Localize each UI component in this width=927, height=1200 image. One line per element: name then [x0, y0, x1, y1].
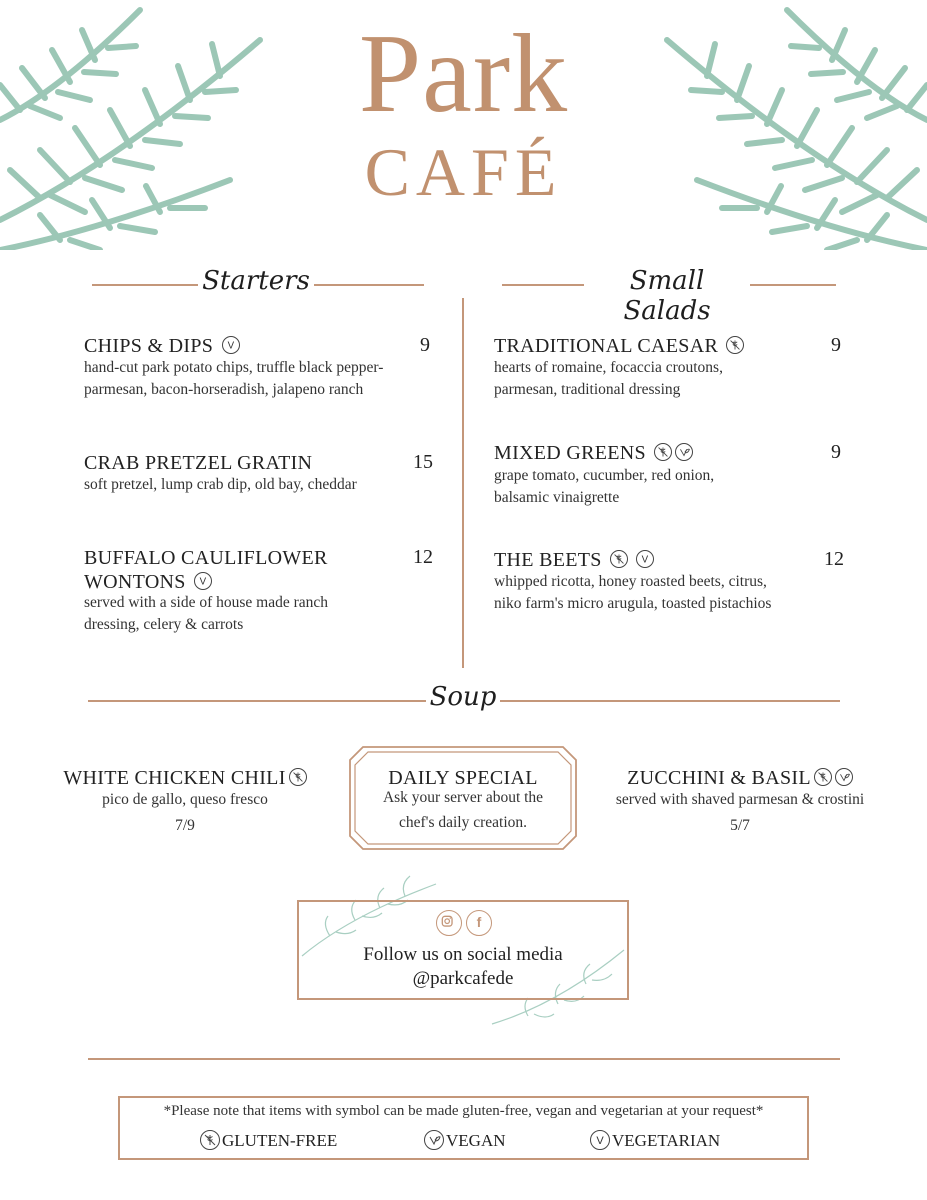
soup-item-name	[590, 766, 890, 790]
desc-line: whipped ricotta, honey roasted beets, citrus,	[494, 573, 767, 590]
desc-line: hearts of romaine, focaccia croutons,	[494, 359, 723, 376]
item-description	[494, 465, 714, 509]
soup-rule-right	[500, 700, 840, 702]
v-glyph: V	[641, 554, 649, 566]
item-name-text: CHIPS & DIPS	[84, 335, 214, 357]
item-name-text: MIXED GREENS	[494, 442, 646, 464]
gluten-free-icon	[654, 443, 672, 461]
salads-heading: Small Salads	[623, 266, 711, 326]
v-glyph: V	[199, 576, 207, 588]
soup-item-name	[40, 766, 330, 790]
soup-item-price: 7/9	[175, 817, 195, 834]
daily-special-title: DAILY SPECIAL	[388, 767, 538, 789]
item-price: 12	[413, 546, 433, 568]
soup-rule-left	[88, 700, 426, 702]
social-handle[interactable]: @parkcafede	[412, 968, 514, 989]
legend-label: VEGAN	[446, 1131, 506, 1150]
v-glyph: V	[227, 340, 234, 352]
cafe-title: Park	[358, 12, 569, 136]
legend-vegetarian	[590, 1131, 720, 1152]
desc-line: dressing, celery & carrots	[84, 616, 244, 633]
item-description	[84, 474, 357, 496]
gluten-free-icon	[726, 336, 744, 354]
column-divider	[462, 298, 464, 668]
gluten-free-icon	[814, 768, 832, 786]
menu-item-name	[494, 334, 744, 358]
menu-item-name	[84, 546, 328, 594]
item-price: 12	[824, 548, 844, 570]
item-name-text: TRADITIONAL CAESAR	[494, 335, 719, 357]
item-name-text: ZUCCHINI & BASIL	[627, 767, 811, 789]
desc-line: served with a side of house made ranch	[84, 594, 329, 611]
menu-item-name	[494, 441, 693, 465]
item-name-text: THE BEETS	[494, 549, 602, 571]
bottom-rule	[88, 1058, 840, 1060]
desc-line: balsamic vinaigrette	[494, 489, 620, 506]
item-name-text: WHITE CHICKEN CHILI	[63, 767, 286, 789]
gluten-free-icon	[289, 768, 307, 786]
menu-item-name	[84, 334, 240, 358]
vegan-icon	[424, 1130, 444, 1150]
item-description	[494, 571, 771, 615]
item-price: 9	[831, 441, 841, 463]
vegan-icon	[675, 443, 693, 461]
daily-special-line: Ask your server about the	[382, 789, 544, 806]
item-price: 15	[413, 451, 433, 473]
legend-gluten-free	[200, 1131, 337, 1152]
v-glyph: V	[596, 1135, 604, 1148]
desc-line: soft pretzel, lump crab dip, old bay, cheddar	[84, 476, 357, 493]
dietary-note-text: *Please note that items with symbol can be made gluten-free, vegan and vegetarian at your request*	[163, 1103, 764, 1119]
soup-heading: Soup	[429, 682, 497, 712]
desc-line: parmesan, bacon-horseradish, jalapeno ranch	[84, 381, 364, 398]
vegan-icon	[835, 768, 853, 786]
item-description	[84, 592, 328, 636]
vegetarian-icon	[590, 1130, 610, 1150]
vegetarian-icon	[194, 572, 212, 590]
legend-label: VEGETARIAN	[612, 1131, 721, 1150]
soup-item-price: 5/7	[730, 817, 750, 834]
item-price: 9	[420, 334, 430, 356]
menu-item-name	[494, 548, 654, 572]
starters-rule-left	[92, 284, 198, 286]
desc-line: grape tomato, cucumber, red onion,	[494, 467, 715, 484]
social-media-text: Follow us on social media	[363, 944, 563, 965]
item-name-text: WONTONS	[84, 571, 186, 593]
starters-heading: Starters	[202, 266, 310, 296]
salads-rule-right	[750, 284, 836, 286]
item-name-text: BUFFALO CAULIFLOWER	[84, 547, 328, 569]
desc-line: hand-cut park potato chips, truffle black pepper-	[84, 359, 384, 376]
item-description	[84, 357, 383, 401]
daily-special-line: chef's daily creation.	[398, 814, 528, 831]
instagram-icon[interactable]	[436, 910, 462, 936]
vegetarian-icon	[222, 336, 240, 354]
starters-rule-right	[314, 284, 424, 286]
legend-vegan	[424, 1131, 506, 1152]
desc-line: niko farm's micro arugula, toasted pistachios	[494, 595, 772, 612]
gluten-free-icon	[200, 1130, 220, 1150]
soup-item-description: served with shaved parmesan & crostini	[615, 791, 865, 808]
item-description	[494, 357, 723, 401]
cafe-subtitle: CAFÉ	[364, 134, 563, 210]
desc-line: parmesan, traditional dressing	[494, 381, 681, 398]
menu-item-name: CRAB PRETZEL GRATIN	[84, 452, 313, 474]
facebook-icon[interactable]: f	[466, 910, 492, 936]
soup-item-description: pico de gallo, queso fresco	[102, 791, 268, 808]
legend-label: GLUTEN-FREE	[222, 1131, 338, 1150]
gluten-free-icon	[610, 550, 628, 568]
vegetarian-icon	[636, 550, 654, 568]
item-price: 9	[831, 334, 841, 356]
salads-rule-left	[502, 284, 584, 286]
